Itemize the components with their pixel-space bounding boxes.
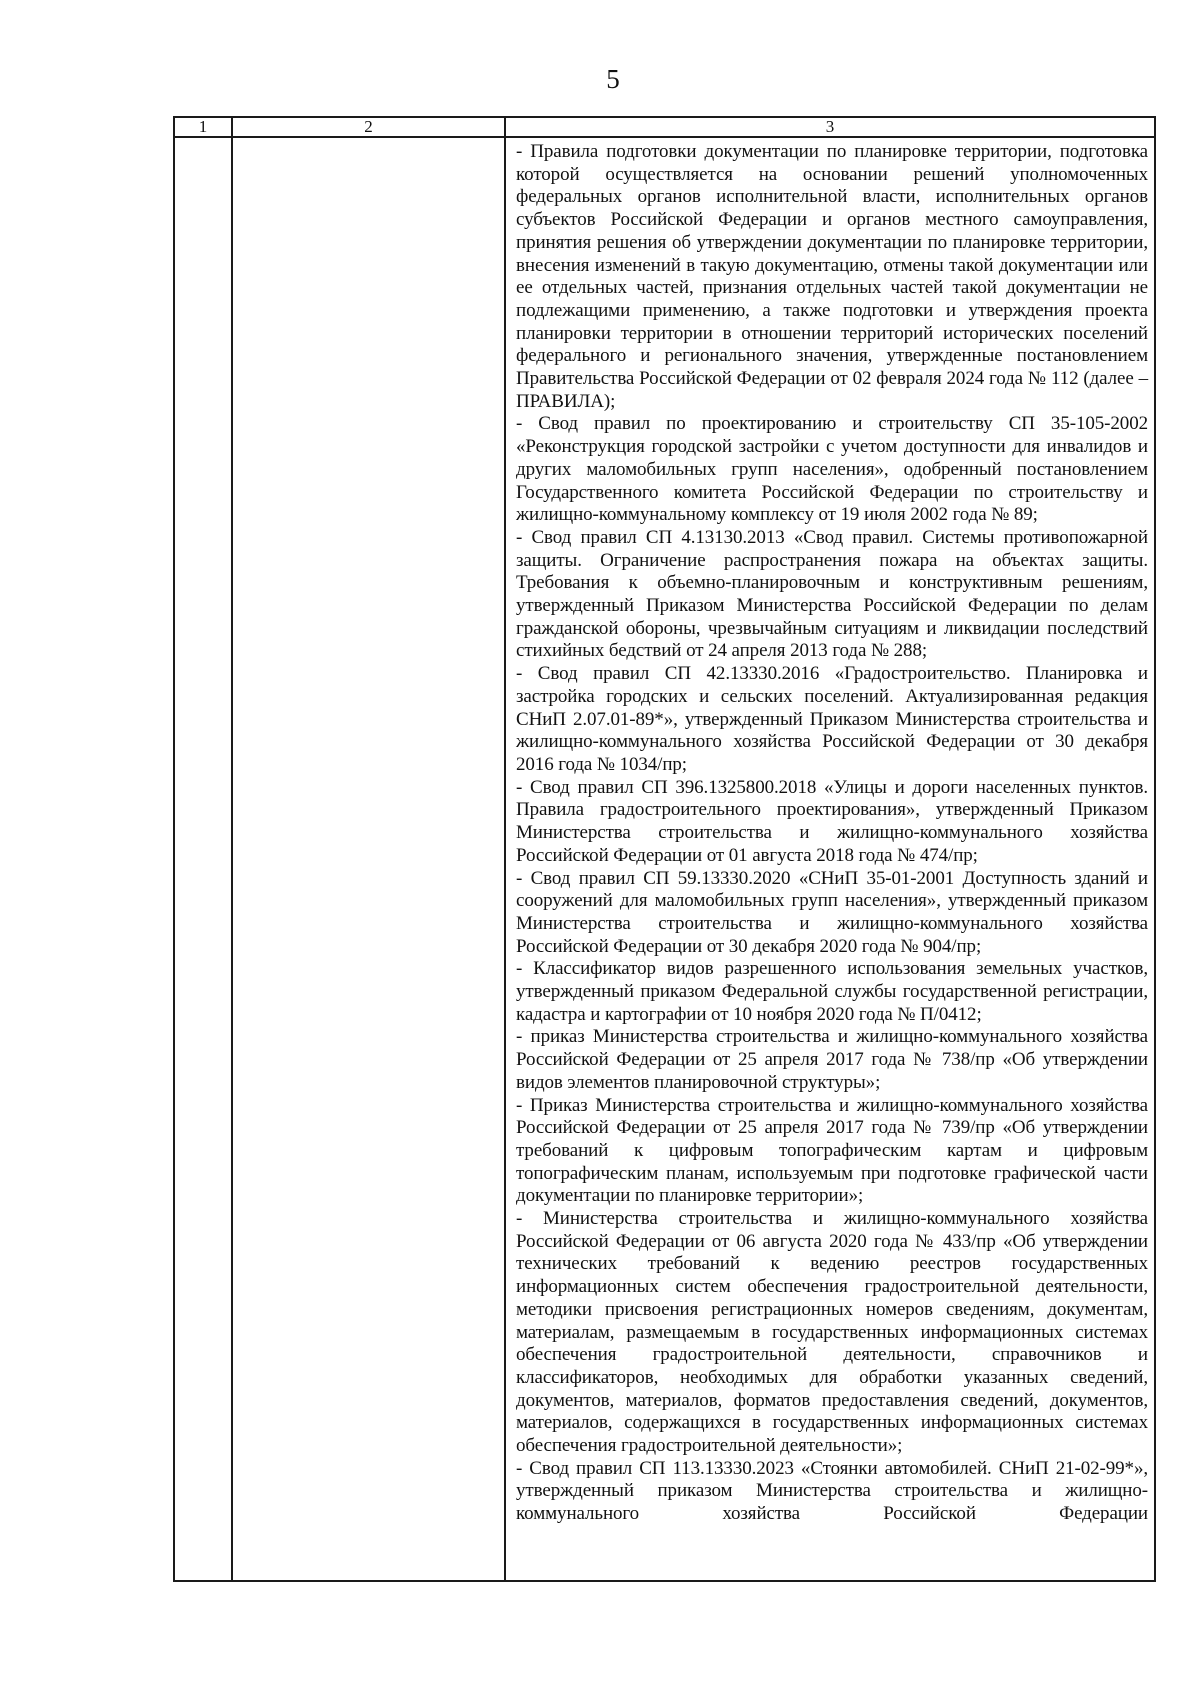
list-item: - Свод правил СП 113.13330.2023 «Стоянки автомобилей. СНиП 21-02-99*», утвержденный приказом Министерства строительства и жилищно-коммунального хозяйства Российской Федерации (516, 1457, 1148, 1525)
column-2-cell (232, 137, 505, 1581)
list-item: - Правила подготовки документации по планировке территории, подготовка которой осуществляется на основании решений уполномоченных федеральных органов исполнительной власти, исполнительных органов субъектов Российской Федерации и органов местного самоуправления, принятия решения об утверждении документации по планировке территории, внесения изменений в такую документацию, отмены такой документации или ее отдельных частей, признания отдельных частей такой документации не подлежащими применению, а также подготовки и утверждения проекта планировки территории в отношении территорий исторических поселений федерального и регионального значения, утвержденные постановлением Правительства Российской Федерации от 02 февраля 2024 года № 112 (далее – ПРАВИЛА); (516, 141, 1148, 412)
list-item: - Свод правил по проектированию и строительству СП 35-105-2002 «Реконструкция городской застройки с учетом доступности для инвалидов и других маломобильных групп населения», одобренный постановлением Государственного комитета Российской Федерации по строительству и жилищно-коммунальному комплексу от 19 июля 2002 года № 89; (516, 413, 1148, 526)
column-header-3: 3 (505, 117, 1155, 137)
list-item: - Классификатор видов разрешенного использования земельных участков, утвержденный приказом Федеральной службы государственной регистрации, кадастра и картографии от 10 ноября 2020 года № П/0412; (516, 958, 1148, 1025)
list-item: - Свод правил СП 59.13330.2020 «СНиП 35-01-2001 Доступность зданий и сооружений для маломобильных групп населения», утвержденный приказом Министерства строительства и жилищно-коммунального хозяйства Российской Федерации от 30 декабря 2020 года № 904/пр; (516, 867, 1148, 957)
list-item: - приказ Министерства строительства и жилищно-коммунального хозяйства Российской Федерации от 25 апреля 2017 года № 738/пр «Об утверждении видов элементов планировочной структуры»; (516, 1026, 1148, 1093)
column-header-2: 2 (232, 117, 505, 137)
page-number: 5 (606, 64, 620, 94)
list-item: - Приказ Министерства строительства и жилищно-коммунального хозяйства Российской Федерации от 25 апреля 2017 года № 739/пр «Об утверждении требований к цифровым топографическим картам и цифровым топографическим планам, используемым при подготовке графической части документации по планировке территории»; (516, 1094, 1148, 1207)
table-header-row (174, 117, 1155, 137)
list-item: - Свод правил СП 4.13130.2013 «Свод правил. Системы противопожарной защиты. Ограничение распространения пожара на объектах защиты. Требования к объемно-планировочным и конструктивным решениям, утвержденный Приказом Министерства Российской Федерации по делам гражданской обороны, чрезвычайным ситуациям и ликвидации последствий стихийных бедствий от 24 апреля 2013 года № 288; (516, 526, 1148, 662)
column-3-cell (505, 137, 1155, 1581)
document-table (173, 116, 1156, 1582)
column-header-1: 1 (174, 117, 232, 137)
table-row (174, 137, 1155, 1581)
column-1-cell (174, 137, 232, 1581)
list-item: - Свод правил СП 396.1325800.2018 «Улицы и дороги населенных пунктов. Правила градостроительного проектирования», утвержденный Приказом Министерства строительства и жилищно-коммунального хозяйства Российской Федерации от 01 августа 2018 года № 474/пр; (516, 776, 1148, 866)
list-item: - Свод правил СП 42.13330.2016 «Градостроительство. Планировка и застройка городских и сельских поселений. Актуализированная редакция СНиП 2.07.01-89*», утвержденный Приказом Министерства строительства и жилищно-коммунального хозяйства Российской Федерации от 30 декабря 2016 года № 1034/пр; (516, 663, 1148, 775)
list-item: - Министерства строительства и жилищно-коммунального хозяйства Российской Федерации от 06 августа 2020 года № 433/пр «Об утверждении технических требований к ведению реестров государственных информационных систем обеспечения градостроительной деятельности, методики присвоения регистрационных номеров сведениям, документам, материалам, размещаемым в государственных информационных системах обеспечения градостроительной деятельности, справочников и классификаторов, необходимых для обработки указанных сведений, документов, материалов, форматов предоставления сведений, документов, материалов, содержащихся в государственных информационных системах обеспечения градостроительной деятельности»; (516, 1208, 1148, 1457)
